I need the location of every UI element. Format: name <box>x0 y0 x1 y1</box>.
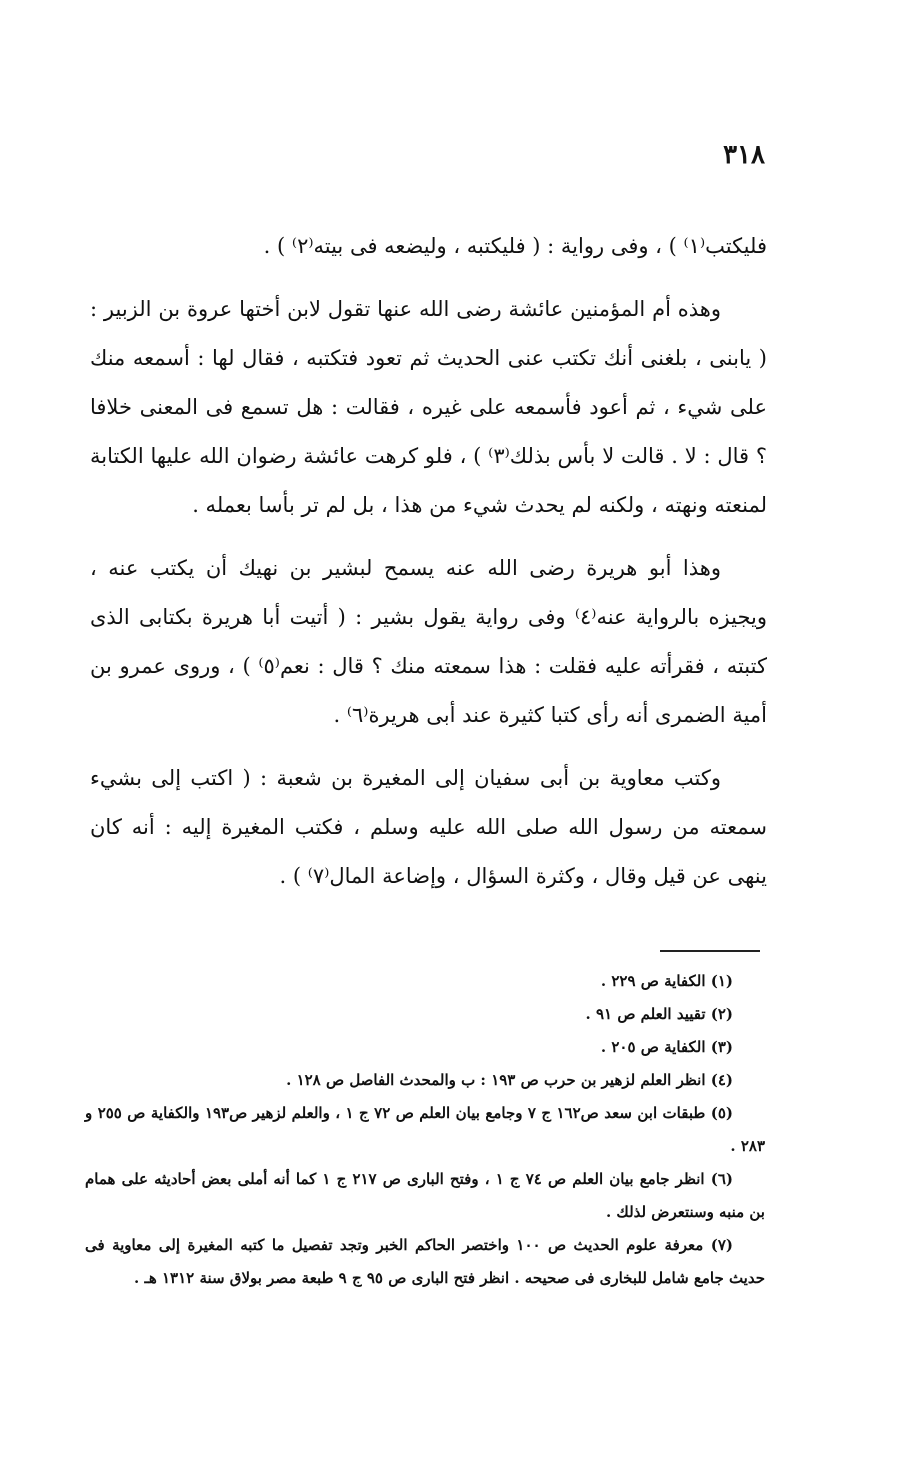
footnote-2: (٢) تقييد العلم ص ٩١ . <box>585 1005 733 1023</box>
main-text <box>90 222 767 915</box>
footnote-6: (٦) انظر جامع بيان العلم ص ٧٤ ج ١ ، وفتح البارى ص ٢١٧ ج ١ كما أنه أملى بعض أحاديثه على همام بن منبه وسنتعرض لذلك . <box>85 1170 765 1221</box>
footnote-7: (٧) معرفة علوم الحديث ص ١٠٠ واختصر الحاكم الخبر وتجد تفصيل ما كتبه المغيرة إلى معاوية فى حديث جامع شامل للبخارى فى صحيحه . انظر فتح البارى ص ٩٥ ج ٩ طبعة مصر بولاق سنة ١٣١٢ هـ . <box>85 1236 765 1287</box>
page-number: ٣١٨ <box>723 140 765 170</box>
footnotes <box>85 965 765 1295</box>
paragraph-2: وهذه أم المؤمنين عائشة رضى الله عنها تقول لابن أختها عروة بن الزبير : ( يابنى ، بلغنى أنك تكتب عنى الحديث ثم تعود فتكتبه ، فقال لها : أسمعه منك على شيء ، ثم أعود فأسمعه على غيره ، فقالت : هل تسمع فى المعنى خلافا ؟ قال : لا . قالت لا بأس بذلك⁽٣⁾ ) ، فلو كرهت عائشة رضوان الله عليها الكتابة لمنعته ونهته ، ولكنه لم يحدث شيء من هذا ، بل لم تر بأسا بعمله . <box>90 297 767 517</box>
footnote-1: (١) الكفاية ص ٢٢٩ . <box>600 972 733 990</box>
paragraph-1: فليكتب⁽١⁾ ) ، وفى رواية : ( فليكتبه ، وليضعه فى بيته⁽٢⁾ ) . <box>263 234 767 258</box>
footnote-4: (٤) انظر العلم لزهير بن حرب ص ١٩٣ : ب والمحدث الفاصل ص ١٢٨ . <box>286 1071 733 1089</box>
footnote-3: (٣) الكفاية ص ٢٠٥ . <box>600 1038 733 1056</box>
footnote-separator <box>660 950 760 952</box>
paragraph-3: وهذا أبو هريرة رضى الله عنه يسمح لبشير بن نهيك أن يكتب عنه ، ويجيزه بالرواية عنه⁽٤⁾ وفى رواية يقول بشير : ( أتيت أبا هريرة بكتابى الذى كتبته ، فقرأته عليه فقلت : هذا سمعته منك ؟ قال : نعم⁽٥⁾ ) ، وروى عمرو بن أمية الضمرى أنه رأى كتبا كثيرة عند أبى هريرة⁽٦⁾ . <box>90 556 767 727</box>
paragraph-4: وكتب معاوية بن أبى سفيان إلى المغيرة بن شعبة : ( اكتب إلى بشيء سمعته من رسول الله صلى الله عليه وسلم ، فكتب المغيرة إليه : أنه كان ينهى عن قيل وقال ، وكثرة السؤال ، وإضاعة المال⁽٧⁾ ) . <box>90 766 767 888</box>
footnote-5: (٥) طبقات ابن سعد ص١٦٢ ج ٧ وجامع بيان العلم ص ٧٢ ج ١ ، والعلم لزهير ص١٩٣ والكفاية ص ٢٥٥ و ٢٨٣ . <box>85 1104 765 1155</box>
